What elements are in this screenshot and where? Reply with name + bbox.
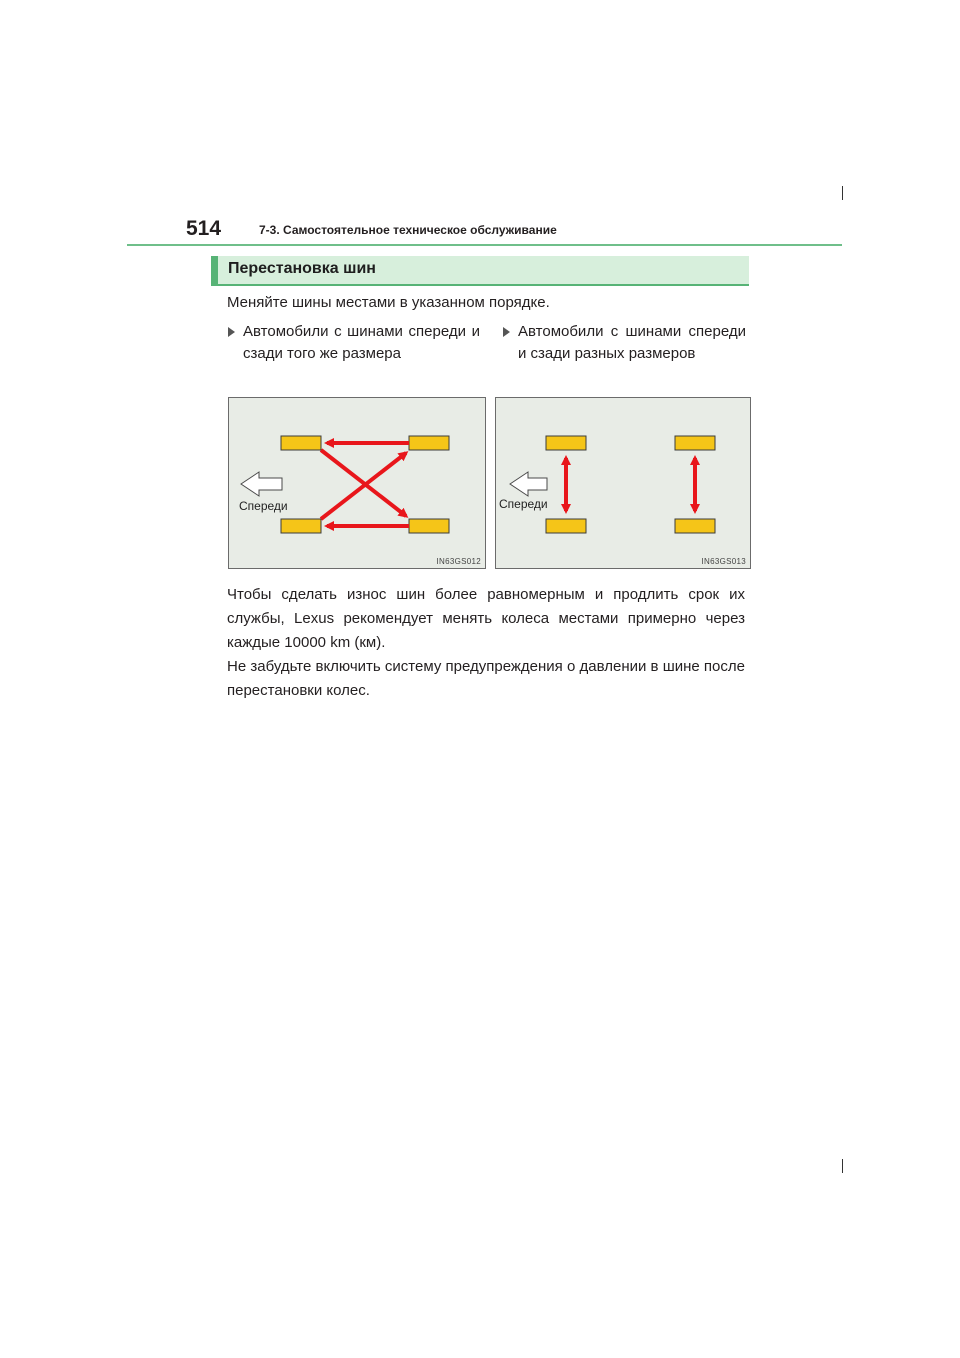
tire-rear-right xyxy=(409,519,449,533)
figure-front-back-rotation xyxy=(495,397,751,569)
tire-front-right xyxy=(546,519,586,533)
bullet-same-size xyxy=(228,321,480,369)
intro-text: Меняйте шины местами в указанном порядке. xyxy=(227,294,550,311)
tire-rear-left xyxy=(675,436,715,450)
rotation-diagram-front-back xyxy=(496,398,752,570)
tire-rear-right xyxy=(675,519,715,533)
rotation-arrow xyxy=(321,450,406,516)
figure-code: IN63GS012 xyxy=(436,557,481,566)
rotation-diagram-cross xyxy=(229,398,487,570)
bullet-text: Автомобили с шинами спереди и сзади разных размеров xyxy=(518,323,746,362)
header-divider xyxy=(127,244,842,246)
chapter-title: 7-3. Самостоятельное техническое обслуживание xyxy=(259,223,557,237)
bullet-different-size xyxy=(503,321,746,389)
tire-front-left xyxy=(546,436,586,450)
front-direction-arrow-icon xyxy=(510,472,547,496)
front-label: Спереди xyxy=(239,499,288,513)
section-header xyxy=(211,256,749,286)
bullet-text: Автомобили с шинами спереди и сзади того же размера xyxy=(243,323,480,362)
crop-mark-top xyxy=(842,186,843,200)
paragraph-tpms-reminder: Не забудьте включить систему предупреждения о давлении в шине после перестановки колес. xyxy=(227,658,745,699)
bullet-triangle-icon xyxy=(228,327,235,337)
figure-code: IN63GS013 xyxy=(701,557,746,566)
section-accent xyxy=(211,256,218,284)
front-label: Спереди xyxy=(499,497,548,511)
tire-front-left xyxy=(281,436,321,450)
section-title: Перестановка шин xyxy=(228,260,376,277)
front-direction-arrow-icon xyxy=(241,472,282,496)
paragraph-rotation-interval: Чтобы сделать износ шин более равномерным и продлить срок их службы, Lexus рекомендует менять колеса местами примерно через каждые 10000 km (км). xyxy=(227,586,745,651)
rotation-arrow xyxy=(321,453,406,519)
tire-front-right xyxy=(281,519,321,533)
figure-cross-rotation xyxy=(228,397,486,569)
tire-rear-left xyxy=(409,436,449,450)
page-number: 514 xyxy=(186,217,222,240)
crop-mark-bottom xyxy=(842,1159,843,1173)
bullet-triangle-icon xyxy=(503,327,510,337)
